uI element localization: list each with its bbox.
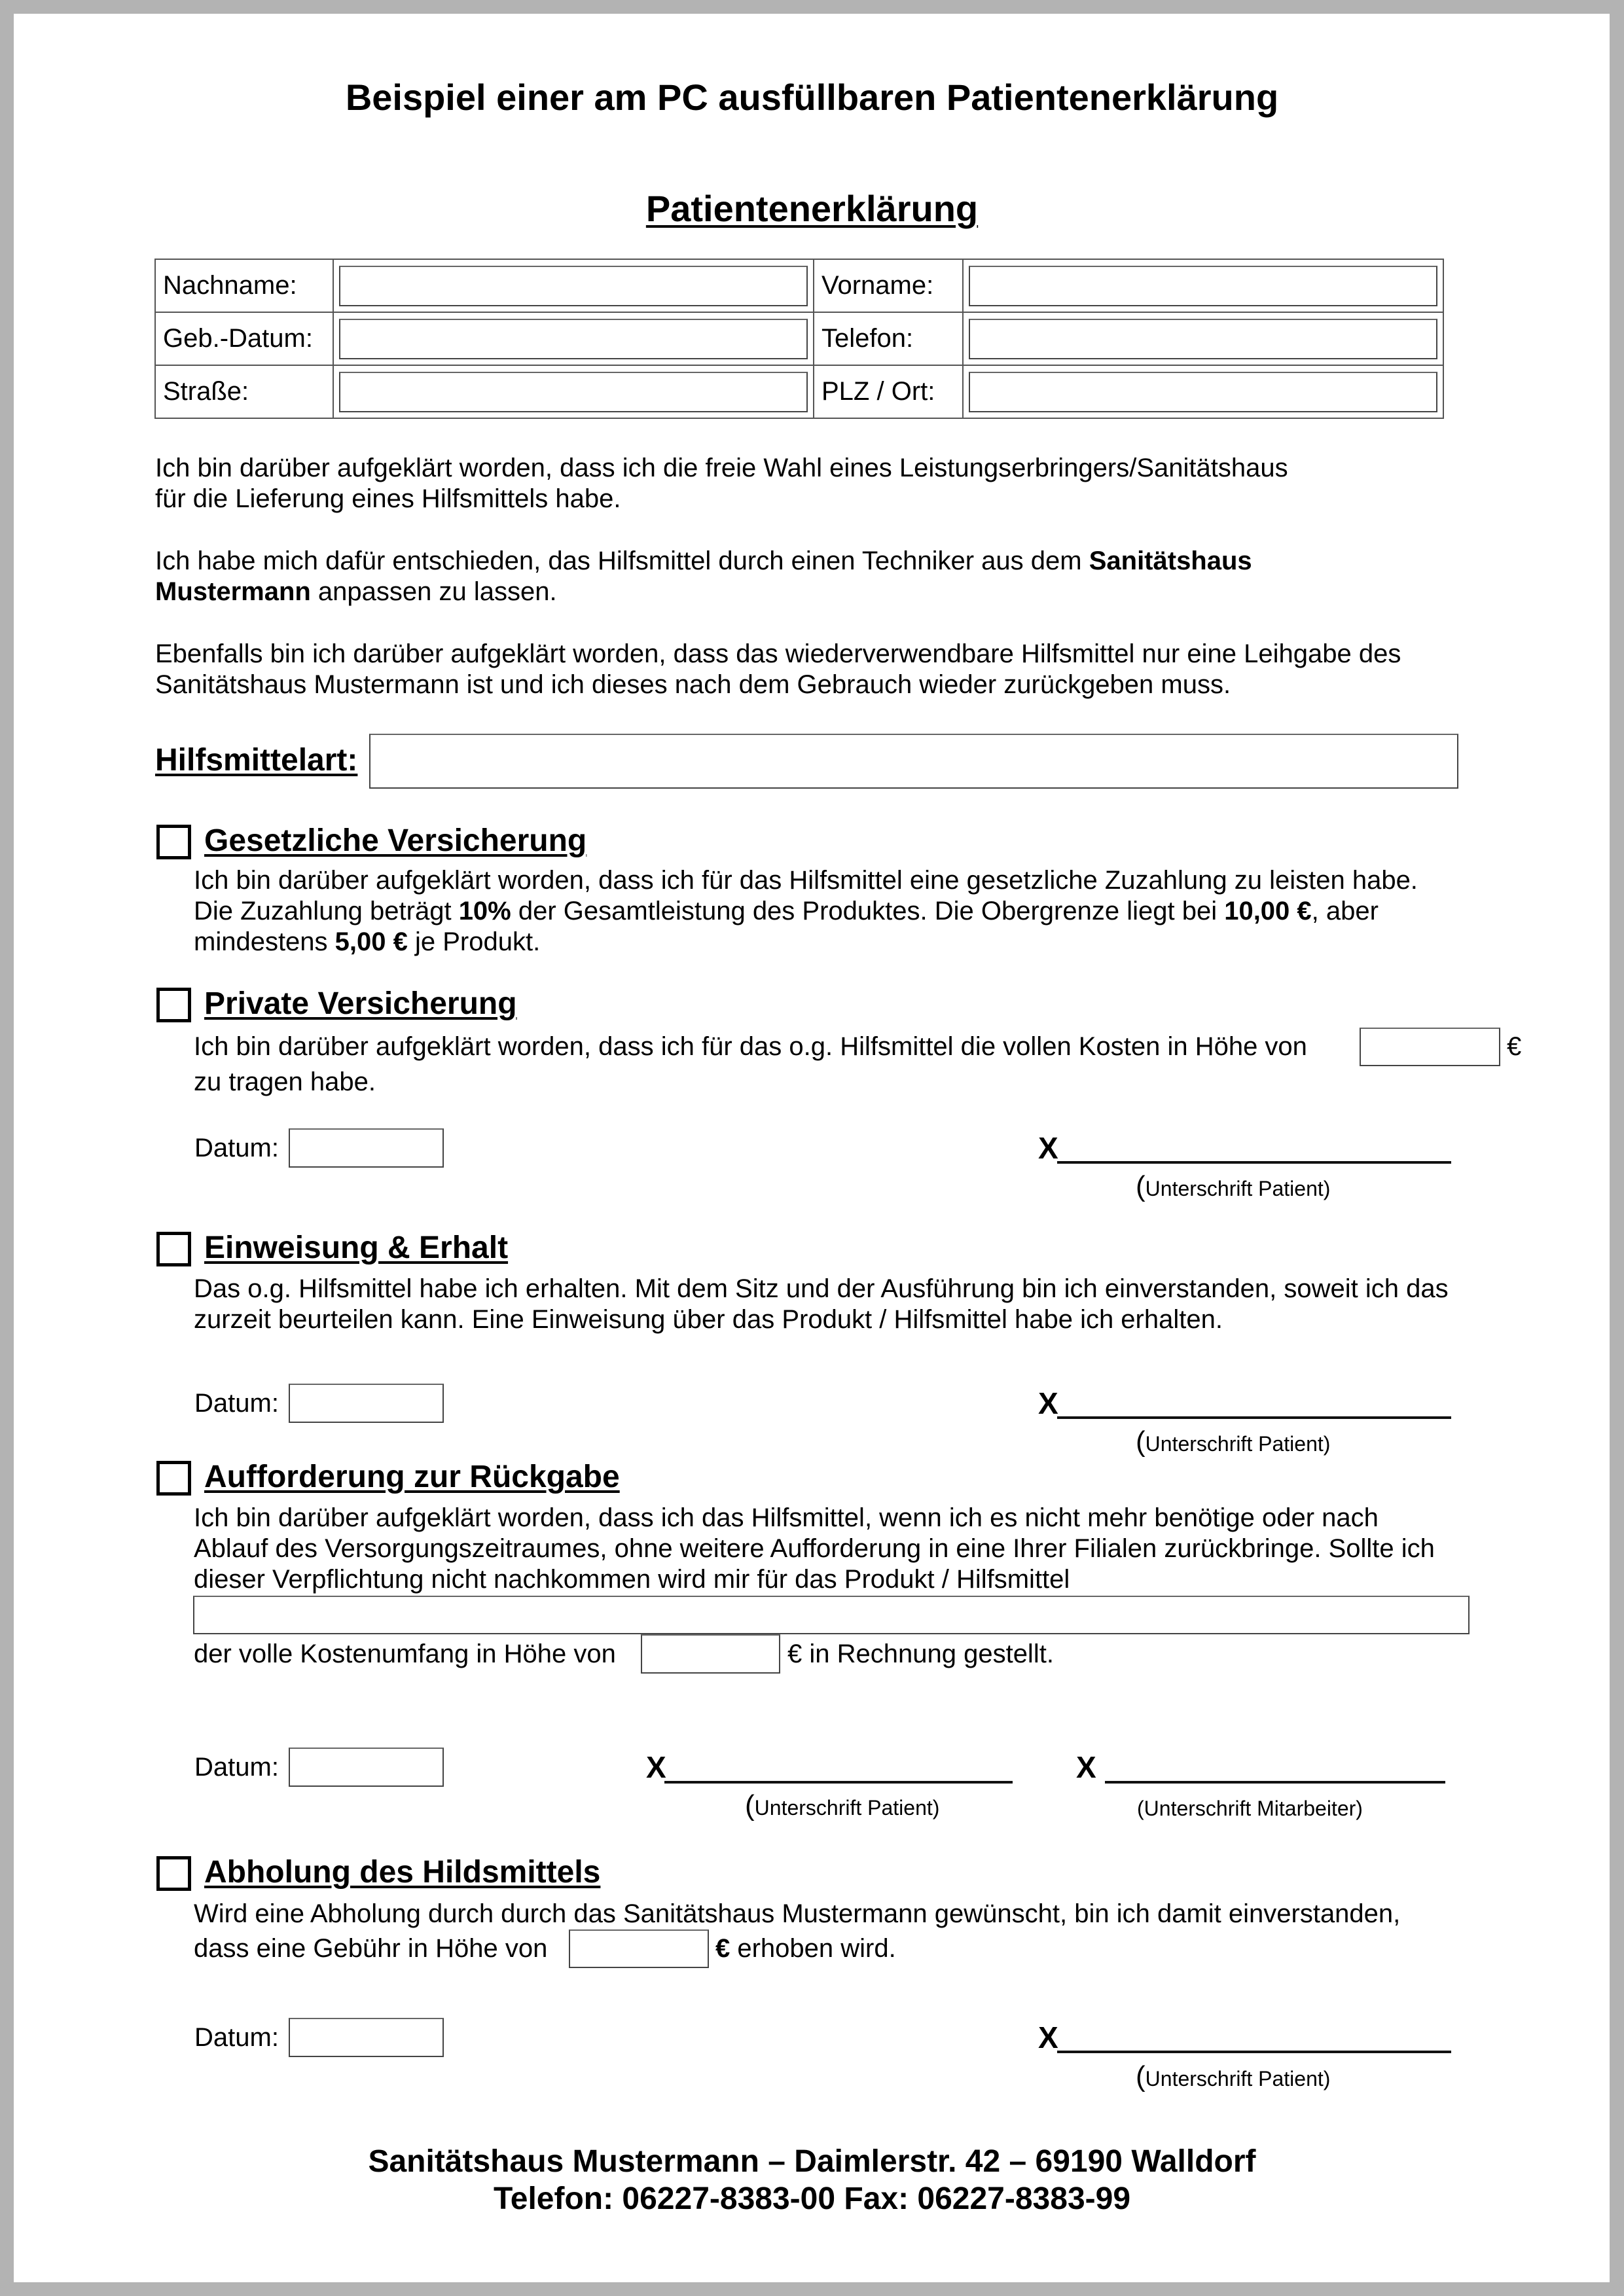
signature-line-employee[interactable] <box>1105 1781 1445 1784</box>
form-title: Patientenerklärung <box>645 188 979 229</box>
telefon-field[interactable] <box>969 319 1437 359</box>
checkbox-private-versicherung[interactable] <box>156 988 191 1022</box>
text-bold: 10,00 € <box>1224 897 1312 925</box>
aufforderung-rueckgabe-text <box>194 1503 1435 1595</box>
nachname-field[interactable] <box>339 266 808 306</box>
datum-label: Datum: <box>194 1134 279 1162</box>
text-line: Ablauf des Versorgungszeitraumes, ohne weitere Aufforderung in eine Ihrer Filialen zurückbringe. Sollte ich <box>194 1534 1435 1563</box>
hilfsmittelart-label: Hilfsmittelart: <box>155 743 358 778</box>
caption-text: Unterschrift Patient) <box>754 1796 940 1820</box>
heading-aufforderung-rueckgabe: Aufforderung zur Rückgabe <box>204 1460 620 1494</box>
signature-line-patient[interactable] <box>1057 2051 1451 2053</box>
caption-paren: ( <box>1136 2060 1146 2092</box>
euro-symbol: € <box>715 1934 731 1963</box>
datum-label: Datum: <box>194 1753 279 1782</box>
private-kosten-field[interactable] <box>1360 1028 1500 1066</box>
heading-private-versicherung: Private Versicherung <box>204 986 517 1021</box>
personal-info-table <box>154 259 1444 419</box>
text-line: dieser Verpflichtung nicht nachkommen wird mir für das Produkt / Hilfsmittel <box>194 1565 1070 1594</box>
intro-paragraph-2 <box>155 546 1252 607</box>
cell-vorname <box>963 259 1443 312</box>
cell-nachname <box>333 259 814 312</box>
text-line: Ich bin darüber aufgeklärt worden, dass ich das Hilfsmittel, wenn ich es nicht mehr benötige oder nach <box>194 1503 1379 1532</box>
cell-strasse <box>333 365 814 418</box>
caption-paren: ( <box>1136 1426 1146 1458</box>
signature-line-patient[interactable] <box>1057 1416 1451 1419</box>
caption-paren: ( <box>1136 1170 1146 1202</box>
text-span: je Produkt. <box>407 927 541 956</box>
table-row <box>155 259 1443 312</box>
caption-text: Unterschrift Patient) <box>1145 1432 1331 1456</box>
cell-plz-ort <box>963 365 1443 418</box>
cell-telefon <box>963 312 1443 365</box>
intro-p2-bold: Sanitätshaus <box>1089 547 1252 575</box>
label-strasse: Straße: <box>155 365 333 418</box>
hilfsmittelart-field[interactable] <box>369 734 1458 789</box>
intro-paragraph-1 <box>155 453 1288 514</box>
text-bold: 5,00 € <box>334 927 408 956</box>
cell-geburtsdatum <box>333 312 814 365</box>
signature-caption-patient <box>745 1791 939 1823</box>
intro-p3-line2: Sanitätshaus Mustermann ist und ich dieses nach dem Gebrauch wieder zurückgeben muss. <box>155 670 1231 699</box>
signature-x-mark: X <box>1038 1386 1058 1420</box>
label-geburtsdatum: Geb.-Datum: <box>155 312 333 365</box>
kostenumfang-label: der volle Kostenumfang in Höhe von <box>194 1640 616 1668</box>
kostenumfang-field[interactable] <box>641 1634 780 1674</box>
geburtsdatum-field[interactable] <box>339 319 808 359</box>
intro-p1-line1: Ich bin darüber aufgeklärt worden, dass ich die freie Wahl eines Leistungserbringers/Sanitätshaus <box>155 454 1288 482</box>
text-line: Das o.g. Hilfsmittel habe ich erhalten. Mit dem Sitz und der Ausführung bin ich einverstanden, soweit ich das <box>194 1274 1449 1303</box>
text-line: zurzeit beurteilen kann. Eine Einweisung über das Produkt / Hilfsmittel habe ich erhalten. <box>194 1305 1223 1334</box>
document-title: Beispiel einer am PC ausfüllbaren Patientenerklärung <box>345 77 1279 118</box>
datum-field-rueckgabe[interactable] <box>289 1748 444 1787</box>
private-versicherung-text-line2: zu tragen habe. <box>194 1067 376 1096</box>
text-span: mindestens <box>194 927 335 956</box>
signature-caption-employee: (Unterschrift Mitarbeiter) <box>1137 1797 1363 1820</box>
gesetzliche-versicherung-text <box>194 865 1418 958</box>
text-bold: 10% <box>458 897 511 925</box>
footer-address: Sanitätshaus Mustermann – Daimlerstr. 42 – 69190 Walldorf <box>368 2144 1256 2179</box>
signature-line-patient[interactable] <box>1057 1161 1451 1164</box>
heading-gesetzliche-versicherung: Gesetzliche Versicherung <box>204 823 587 858</box>
private-versicherung-text-line1: Ich bin darüber aufgeklärt worden, dass ich für das o.g. Hilfsmittel die vollen Kosten in Höhe von <box>194 1032 1307 1061</box>
label-vorname: Vorname: <box>814 259 963 312</box>
heading-abholung: Abholung des Hildsmittels <box>204 1855 601 1890</box>
intro-p2-text: Ich habe mich dafür entschieden, das Hilfsmittel durch einen Techniker aus dem <box>155 547 1089 575</box>
gebuehr-field[interactable] <box>569 1929 709 1968</box>
text-span: der Gesamtleistung des Produktes. Die Obergrenze liegt bei <box>511 897 1225 925</box>
datum-field-abholung[interactable] <box>289 2018 444 2057</box>
text-span: erhoben wird. <box>730 1934 896 1963</box>
rechnung-text: € in Rechnung gestellt. <box>787 1640 1054 1668</box>
abholung-text-line1: Wird eine Abholung durch durch das Sanitätshaus Mustermann gewünscht, bin ich damit einverstanden, <box>194 1899 1401 1928</box>
intro-paragraph-3 <box>155 639 1401 700</box>
caption-text: Unterschrift Patient) <box>1145 1177 1331 1200</box>
intro-p1-line2: für die Lieferung eines Hilfsmittels habe. <box>155 484 621 513</box>
plz-ort-field[interactable] <box>969 372 1437 412</box>
signature-caption-patient <box>1136 1172 1330 1204</box>
einweisung-erhalt-text <box>194 1274 1449 1335</box>
signature-line-patient[interactable] <box>664 1781 1013 1784</box>
label-telefon: Telefon: <box>814 312 963 365</box>
caption-text: Unterschrift Patient) <box>1145 2067 1331 2090</box>
gebuehr-suffix <box>715 1933 896 1964</box>
intro-p2-text: anpassen zu lassen. <box>310 577 557 606</box>
signature-x-mark: X <box>1038 1131 1058 1165</box>
table-row <box>155 365 1443 418</box>
strasse-field[interactable] <box>339 372 808 412</box>
signature-caption-patient <box>1136 1427 1330 1459</box>
intro-p3-line1: Ebenfalls bin ich darüber aufgeklärt worden, dass das wiederverwendbare Hilfsmittel nur eine Leihgabe des <box>155 639 1401 668</box>
signature-x-mark: X <box>646 1750 666 1784</box>
footer-contact: Telefon: 06227-8383-00 Fax: 06227-8383-99 <box>493 2181 1131 2216</box>
signature-caption-patient <box>1136 2062 1330 2094</box>
text-span: , aber <box>1311 897 1379 925</box>
table-row <box>155 312 1443 365</box>
datum-label: Datum: <box>194 2023 279 2052</box>
euro-symbol: € <box>1507 1032 1522 1061</box>
vorname-field[interactable] <box>969 266 1437 306</box>
datum-field-einweisung[interactable] <box>289 1384 444 1423</box>
text-line: Ich bin darüber aufgeklärt worden, dass ich für das Hilfsmittel eine gesetzliche Zuzahlung zu leisten habe. <box>194 866 1418 895</box>
gebuehr-label: dass eine Gebühr in Höhe von <box>194 1934 548 1963</box>
signature-x-mark: X <box>1076 1750 1096 1784</box>
text-span: Die Zuzahlung beträgt <box>194 897 459 925</box>
checkbox-einweisung-erhalt[interactable] <box>156 1232 191 1266</box>
caption-paren: ( <box>745 1789 755 1821</box>
label-plz-ort: PLZ / Ort: <box>814 365 963 418</box>
checkbox-gesetzliche-versicherung[interactable] <box>156 825 191 859</box>
intro-p2-bold: Mustermann <box>155 577 311 606</box>
signature-x-mark: X <box>1038 2020 1058 2054</box>
label-nachname: Nachname: <box>155 259 333 312</box>
datum-field-privat[interactable] <box>289 1128 444 1168</box>
checkbox-abholung[interactable] <box>156 1856 191 1891</box>
heading-einweisung-erhalt: Einweisung & Erhalt <box>204 1230 509 1265</box>
checkbox-aufforderung-rueckgabe[interactable] <box>156 1461 191 1496</box>
datum-label: Datum: <box>194 1389 279 1418</box>
produkt-hilfsmittel-field[interactable] <box>193 1596 1470 1634</box>
